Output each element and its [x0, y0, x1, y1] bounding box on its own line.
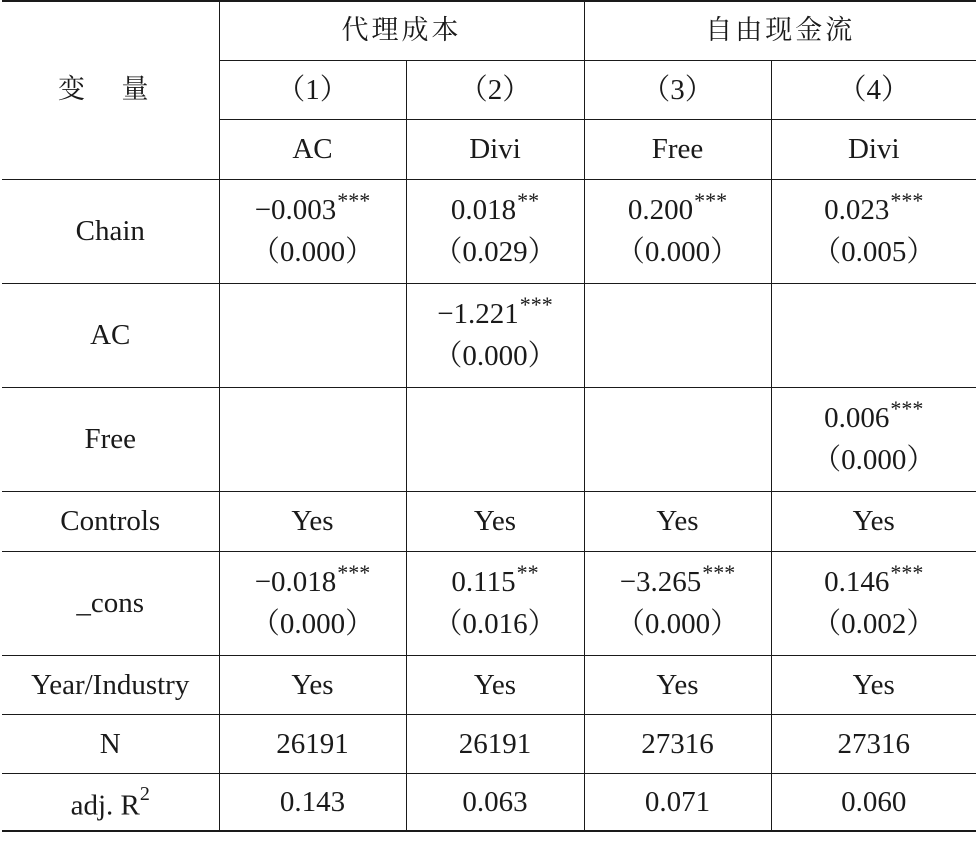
row-label-adj-r2 [2, 773, 219, 831]
table-cell: Yes [771, 491, 976, 551]
significance-stars: ** [517, 188, 540, 213]
std-error: （0.000） [250, 608, 375, 640]
coef-cell [406, 551, 584, 655]
group-header-free-cash-flow: 自由现金流 [584, 1, 976, 60]
header-row-groups [2, 1, 976, 60]
coef-cell [771, 179, 976, 283]
coef-value: 0.018 [450, 194, 517, 226]
significance-stars: *** [337, 188, 371, 213]
row-label-free: Free [2, 387, 219, 491]
table-cell: Yes [406, 491, 584, 551]
table-row-chain [2, 179, 976, 283]
coef-cell [219, 179, 406, 283]
table-cell: Yes [406, 655, 584, 714]
variable-header: 变 量 [2, 1, 219, 179]
significance-stars: *** [702, 560, 736, 585]
table-cell: 27316 [584, 714, 771, 773]
coef-value: 0.023 [824, 194, 890, 226]
coef-cell [771, 387, 976, 491]
row-label-controls: Controls [2, 491, 219, 551]
row-label-chain: Chain [2, 179, 219, 283]
col-number-3: （3） [584, 60, 771, 119]
table-cell: 0.063 [406, 773, 584, 831]
dep-var-4: Divi [771, 119, 976, 179]
significance-stars: ** [516, 560, 539, 585]
table-row-adj-r2 [2, 773, 976, 831]
col-number-4: （4） [771, 60, 976, 119]
coef-cell [219, 551, 406, 655]
coef-value: 0.200 [627, 194, 694, 226]
significance-stars: *** [694, 188, 728, 213]
empty-cell [406, 387, 584, 491]
coef-value: 0.006 [824, 402, 890, 434]
table-cell: Yes [771, 655, 976, 714]
table-cell: Yes [584, 655, 771, 714]
col-number-2: （2） [406, 60, 584, 119]
coef-value: −0.003 [254, 194, 337, 226]
std-error: （0.000） [615, 236, 740, 268]
coef-cell [584, 179, 771, 283]
coef-cell [771, 551, 976, 655]
significance-stars: *** [890, 188, 924, 213]
empty-cell [219, 283, 406, 387]
table-row-n [2, 714, 976, 773]
coef-cell [584, 551, 771, 655]
empty-cell [584, 387, 771, 491]
table-cell: 0.071 [584, 773, 771, 831]
coef-value: −1.221 [437, 298, 519, 330]
dep-var-1: AC [219, 119, 406, 179]
col-number-1: （1） [219, 60, 406, 119]
table-cell: Yes [219, 655, 406, 714]
table-cell: Yes [219, 491, 406, 551]
table-cell: 26191 [406, 714, 584, 773]
significance-stars: *** [890, 560, 924, 585]
dep-var-2: Divi [406, 119, 584, 179]
significance-stars: *** [519, 292, 553, 317]
empty-cell [584, 283, 771, 387]
dep-var-3: Free [584, 119, 771, 179]
empty-cell [219, 387, 406, 491]
significance-stars: *** [890, 396, 924, 421]
adj-r2-superscript: 2 [139, 782, 150, 805]
std-error: （0.000） [250, 236, 375, 268]
table-cell: 27316 [771, 714, 976, 773]
row-label-year-industry: Year/Industry [2, 655, 219, 714]
std-error: （0.000） [433, 340, 557, 372]
table-cell: 0.143 [219, 773, 406, 831]
table-row-year-industry [2, 655, 976, 714]
std-error: （0.000） [615, 608, 740, 640]
coef-value: −3.265 [619, 566, 702, 598]
table-row-ac [2, 283, 976, 387]
empty-cell [771, 283, 976, 387]
adj-r2-label-text: adj. R [70, 789, 140, 822]
std-error: （0.000） [812, 444, 936, 476]
table-row-free [2, 387, 976, 491]
group-header-agency-cost: 代理成本 [219, 1, 584, 60]
std-error: （0.002） [812, 608, 936, 640]
coef-cell [406, 283, 584, 387]
regression-table [2, 0, 976, 832]
row-label-ac: AC [2, 283, 219, 387]
coef-value: 0.146 [824, 566, 890, 598]
coef-value: −0.018 [254, 566, 337, 598]
coef-cell [406, 179, 584, 283]
significance-stars: *** [337, 560, 371, 585]
coef-value: 0.115 [451, 566, 516, 598]
std-error: （0.016） [433, 608, 557, 640]
table-cell: Yes [584, 491, 771, 551]
table-row-controls [2, 491, 976, 551]
row-label-n: N [2, 714, 219, 773]
table-cell: 0.060 [771, 773, 976, 831]
std-error: （0.029） [433, 236, 557, 268]
table-row-cons [2, 551, 976, 655]
row-label-cons: _cons [2, 551, 219, 655]
std-error: （0.005） [812, 236, 936, 268]
table-cell: 26191 [219, 714, 406, 773]
